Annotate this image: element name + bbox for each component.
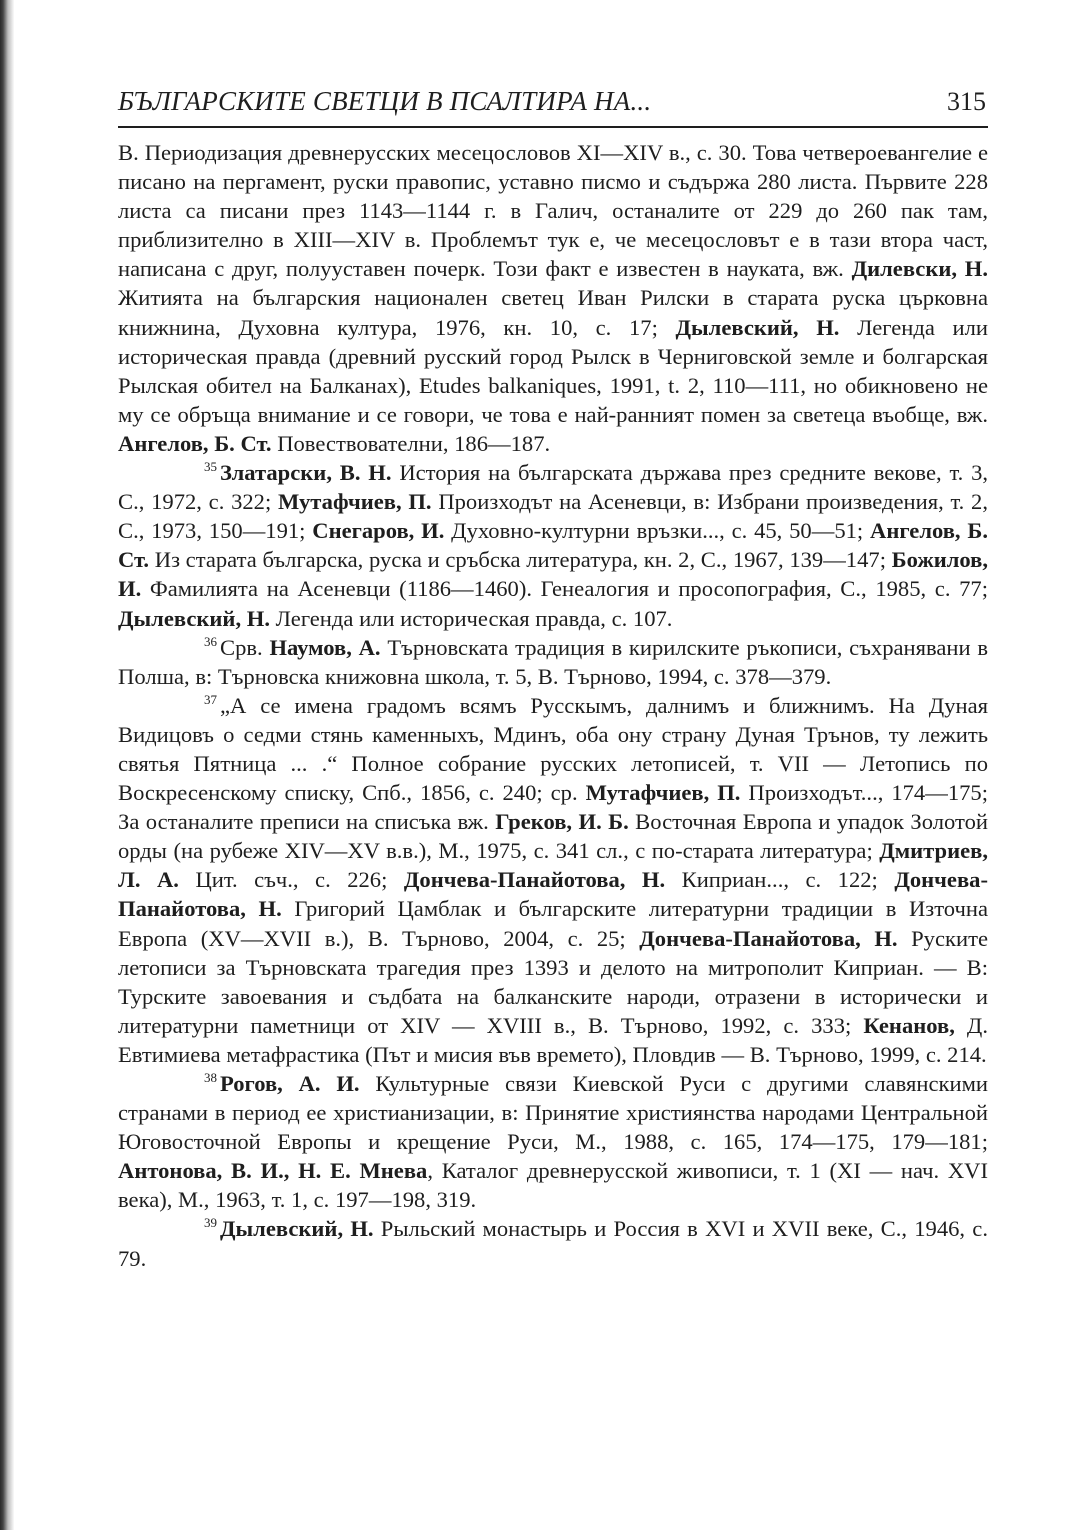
footnote-37 [118, 691, 988, 1069]
footnote-continuation [118, 138, 988, 458]
cited-author: Златарски, В. Н. [220, 460, 392, 486]
footnote-39 [118, 1214, 988, 1272]
footnote-text: Цит. съч., с. 226; [178, 867, 404, 893]
footnote-text: Культурные связи Киевской Руси с другими славянскими странами в период ее христианизации, в: Принятие християнства народами Центральной Юговосточной Европы и крещение Руси, М., 1988, с. 165, 174—175, 179—181; [118, 1071, 988, 1155]
footnote-text: Легенда или историческая правда (древний русский город Рылск в Черниговской земле и болгарская Рылская обител на Балканах), Etudes balkaniques, 1991, t. 2, 110—111, но обикновено не му се обръща внимание и се говори, че това е най-ранният помен за светеца въобще, вж. [118, 314, 988, 427]
cited-author: Кенанов, [863, 1012, 955, 1038]
cited-author: Греков, И. Б. [495, 809, 629, 835]
footnote-text: Восточная Европа и упадок Золотой орды (на рубеже XIV—XV в.в.), М., 1975, с. 341 сл., с по-старата литература; [118, 809, 988, 864]
cited-author: Рогов, А. И. [220, 1071, 360, 1096]
footnote-text: , Каталог древнерусской живописи, т. 1 (XI — нач. XVI века), М., 1963, т. 1, с. 197—198, 319. [118, 1158, 989, 1213]
footnote-text: Търновската традиция в кирилските ръкописи, съхранявани в Полша, в: Търновска книжовна школа, т. 5, В. Търново, 1994, с. 378—379. [118, 634, 989, 689]
footnote-text: Фамилията на Асеневци (1186—1460). Генеалогия и просопография, С., 1985, с. 77; [141, 576, 988, 602]
footnote-text: Срв. [220, 634, 270, 660]
footnote-number: 35 [204, 458, 217, 474]
cited-author: Дончева-Панайотова, Н. [639, 925, 898, 951]
footnote-number: 36 [204, 633, 217, 649]
cited-author: Дылевский, Н. [220, 1216, 374, 1242]
footnote-text: Легенда или историческая правда, с. 107. [269, 605, 673, 631]
cited-author: Ангелов, Б. Ст. [118, 430, 272, 456]
running-title: БЪЛГАРСКИТЕ СВЕТЦИ В ПСАЛТИРА НА... [118, 86, 652, 116]
footnote-text: История на българската държава през средните векове, т. 3, С., 1972, с. 322; [118, 460, 989, 515]
cited-author: Снегаров, И. [312, 518, 445, 544]
footnote-text: Житията на българския национален светец Иван Рилски в старата руска църковна книжнина, Духовна култура, 1976, кн. 10, с. 17; [118, 285, 988, 340]
cited-author: Ангелов, Б. Ст. [118, 518, 988, 573]
footnote-text: Повествователни, 186—187. [271, 430, 551, 456]
cited-author: Мутафчиев, П. [585, 780, 741, 806]
cited-author: Божилов, И. [118, 547, 988, 602]
cited-author: Дылевский, Н. [675, 314, 840, 340]
footnote-text: Руските летописи за Търновската трагедия през 1393 и делото на митрополит Киприан. — В: Турските завоевания и съдбата на балканските народи, отразени в исторически и литературни паметници от XIV — XVIII в., В. Търново, 1992, с. 333; [118, 925, 988, 1038]
footnote-text: „А се имена градомъ всямъ Русскымъ, далнимъ и ближнимъ. На Дуная Видицовъ о седми стянь каменныхъ, Мдинъ, оба ону страну Дуная Трънов, ту лежить святья Пятница ... .“ Полное собрание русских летописей, т. VII — Летопись по Воскресенскому списку, Спб., 1856, с. 240; ср. [118, 692, 988, 806]
cited-author: Мутафчиев, П. [277, 489, 432, 515]
page-number: 315 [947, 87, 986, 116]
footnote-38 [118, 1069, 988, 1214]
footnote-text: Произходът..., 174—175; За останалите преписи на списъка вж. [118, 780, 988, 835]
cited-author: Дмитриев, Л. А. [118, 838, 988, 893]
footnote-number: 39 [204, 1215, 217, 1231]
running-header [118, 84, 988, 128]
footnotes-body [118, 138, 988, 1273]
footnote-text: Рыльский монастырь и Россия в XVI и XVII веке, С., 1946, с. 79. [118, 1216, 988, 1271]
footnote-text: Произходът на Асеневци, в: Избрани произведения, т. 2, С., 1973, 150—191; [118, 489, 988, 544]
footnote-text: Из старата българска, руска и сръбска литература, кн. 2, С., 1967, 139—147; [149, 547, 892, 573]
cited-author: Дилевски, Н. [851, 256, 988, 282]
book-page [118, 84, 988, 1273]
footnote-number: 38 [204, 1069, 217, 1085]
footnote-text: В. Периодизация древнерусских месецословов XI—XIV в., с. 30. Това четвероевангелие е писано на пергамент, руски правопис, уставно писмо и съдържа 280 листа. Първите 228 листа са писани през 1143—1144 г. в Галич, останалите от 229 до 260 пак там, приблизително в XIII—XIV в. Проблемът тук е, че месецословът е в тази втора част, написана с друг, полууставен почерк. Този факт е известен в науката, вж. [118, 140, 988, 282]
cited-author: Дончева-Панайотова, Н. [403, 867, 666, 893]
footnote-number: 37 [204, 691, 217, 707]
footnote-text: Д. Евтимиева метафрастика (Път и мисия във времето), Пловдив — В. Търново, 1999, с. 214. [118, 1012, 988, 1067]
cited-author: Антонова, В. И., Н. Е. Мнева [118, 1158, 428, 1184]
footnote-text: Григорий Цамблак и българските литературни традиции в Източна Европа (XV—XVII в.), В. Търново, 2004, с. 25; [118, 896, 988, 951]
cited-author: Дончева-Панайотова, Н. [118, 867, 988, 922]
footnote-35 [118, 458, 988, 633]
page-binding-edge [0, 0, 14, 1530]
footnote-36 [118, 633, 988, 691]
cited-author: Дылевский, Н. [118, 605, 270, 631]
footnote-text: Киприан..., с. 122; [665, 867, 895, 893]
footnote-text: Духовно-културни връзки..., с. 45, 50—51; [444, 518, 870, 544]
cited-author: Наумов, А. [269, 634, 381, 660]
